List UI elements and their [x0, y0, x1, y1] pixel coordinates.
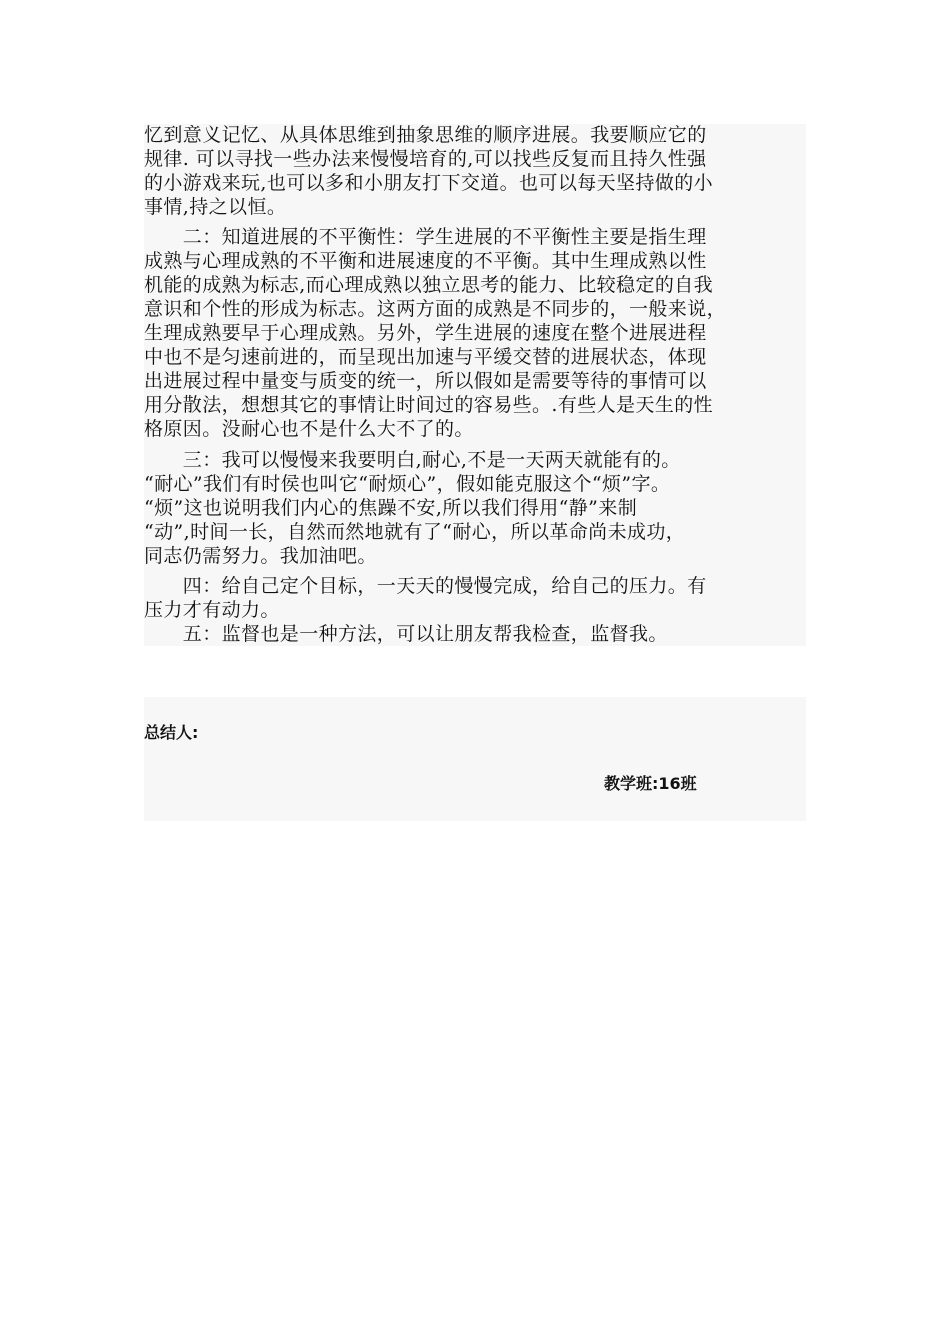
body-line: 事情,持之以恒。	[144, 196, 287, 218]
body-line: 用分散法，想想其它的事情让时间过的容易些。.有些人是天生的性	[144, 394, 714, 416]
body-line: 格原因。没耐心也不是什么大不了的。	[144, 418, 474, 440]
body-line: 的小游戏来玩,也可以多和小朋友打下交道。也可以每天坚持做的小	[144, 172, 714, 194]
body-line: “烦”这也说明我们内心的焦躁不安,所以我们得用“静”来制	[144, 497, 638, 519]
body-line: 意识和个性的形成为标志。这两方面的成熟是不同步的，一般来说，	[144, 298, 727, 320]
body-line: 同志仍需努力。我加油吧。	[144, 545, 377, 567]
class-label: 教学班:16班	[604, 774, 697, 793]
summary-box	[144, 697, 806, 821]
body-line: 二：知道进展的不平衡性：学生进展的不平衡性主要是指生理	[144, 226, 707, 248]
body-text-block	[144, 124, 806, 646]
body-line: “耐心”我们有时侯也叫它“耐烦心”，假如能克服这个“烦”字。	[144, 473, 671, 495]
body-line: 三：我可以慢慢来我要明白,耐心,不是一天两天就能有的。	[144, 449, 681, 471]
body-line: 中也不是匀速前进的，而呈现出加速与平缓交替的进展状态，体现	[144, 346, 707, 368]
body-line: 规律. 可以寻找一些办法来慢慢培育的,可以找些反复而且持久性强	[144, 148, 707, 170]
body-line: 压力才有动力。	[144, 599, 280, 621]
body-line: 四：给自己定个目标，一天天的慢慢完成，给自己的压力。有	[144, 575, 707, 597]
body-line: 出进展过程中量变与质变的统一，所以假如是需要等待的事情可以	[144, 370, 707, 392]
body-line: 忆到意义记忆、从具体思维到抽象思维的顺序进展。我要顺应它的	[144, 124, 707, 146]
body-line: 机能的成熟为标志,而心理成熟以独立思考的能力、比较稳定的自我	[144, 274, 714, 296]
summary-person-label: 总结人:	[144, 723, 199, 742]
body-line: “动”,时间一长，自然而然地就有了“耐心，所以革命尚未成功，	[144, 521, 686, 543]
body-line: 五：监督也是一种方法，可以让朋友帮我检查，监督我。	[144, 623, 668, 645]
body-line: 生理成熟要早于心理成熟。另外，学生进展的速度在整个进展进程	[144, 322, 707, 344]
body-line: 成熟与心理成熟的不平衡和进展速度的不平衡。其中生理成熟以性	[144, 250, 707, 272]
